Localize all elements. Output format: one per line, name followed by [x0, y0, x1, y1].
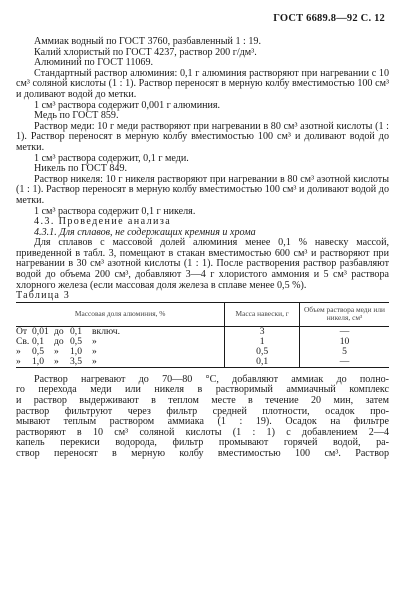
reagent-copper: Медь по ГОСТ 859.: [34, 110, 119, 122]
text-line: Раствор нагревают до 70—80 °C, добавляют аммиак до полно-: [34, 373, 389, 385]
reagent-aluminium: Алюминий по ГОСТ 11069.: [34, 57, 154, 69]
aluminium-concentration: 1 см³ раствора содержит 0,001 г алюминия.: [34, 99, 221, 111]
header-aluminium-fraction: Массовая доля алюминия, %: [16, 302, 225, 326]
aluminium-standard-solution: Стандартный раствор алюминия: 0,1 г алюминия растворяют при нагревании с 10 см³ соляной кислоты (1 : 1). Раствор переносят в мерную колбу вместимостью 100 см³ и доливают водой до метки.: [16, 67, 389, 100]
volume-cell: 10: [339, 335, 350, 347]
range-cell: Св. 0,1 до 0,5 »: [16, 337, 225, 347]
text-line: створ переносят в мерную колбу вместимостью 100 см³. Раствор: [16, 448, 389, 459]
text-line: мывают теплым раствором аммиака (1 : 19). Осадок на фильтре: [16, 416, 389, 428]
text-line: растворяют в 10 см³ соляной кислоты (1 : 1) с добавлением 2—4: [16, 426, 389, 438]
text-line: го перехода меди или никеля в растворимый аммиачный комплекс: [16, 384, 389, 396]
copper-solution: Раствор меди: 10 г меди растворяют при нагревании в 80 см³ азотной кислоты (1 : 1). Раствор переносят в мерную колбу вместимостью 100 см³ и доливают водой до метки.: [16, 120, 389, 153]
volume-cell: —: [339, 355, 350, 367]
section-title: 4.3. Проведение анализа: [34, 216, 172, 228]
table-3: [16, 302, 389, 368]
range-cell: » 1,0 » 3,5 »: [16, 357, 225, 368]
mass-cell: 0,5: [225, 347, 300, 357]
mass-cell: 1: [225, 337, 300, 347]
nickel-solution: Раствор никеля: 10 г никеля растворяют при нагревании в 80 см³ азотной кислоты (1 : 1). Раствор переносят в мерную колбу вместимостью 100 см³ и доливают водой до метки.: [16, 173, 389, 206]
reagent-nickel: Никель по ГОСТ 849.: [34, 163, 128, 175]
subsection-title: 4.3.1. Для сплавов, не содержащих кремния и хрома: [34, 226, 256, 238]
reagent-ammonia: Аммиак водный по ГОСТ 3760, разбавленный 1 : 19.: [34, 36, 262, 47]
text-line: и раствор выдерживают в теплом месте в течение 20 мин, затем: [16, 395, 389, 407]
table-header-row: [16, 302, 389, 326]
header-sample-mass: Масса навески, г: [225, 302, 300, 326]
table-caption: Таблица 3: [16, 290, 70, 302]
copper-concentration: 1 см³ раствора содержит, 0,1 г меди.: [34, 152, 189, 164]
header-solution-volume: Объем раствора меди или никеля, см³: [299, 302, 389, 326]
range-cell: От 0,01 до 0,1 включ.: [16, 326, 225, 337]
reagent-potassium-chloride: Калий хлористый по ГОСТ 4237, раствор 200 г/дм³.: [34, 46, 257, 58]
range-cell: » 0,5 » 1,0 »: [16, 347, 225, 357]
page-header: ГОСТ 6689.8—92 С. 12: [273, 13, 385, 24]
mass-cell: 0,1: [225, 357, 300, 368]
page-content: [16, 37, 389, 460]
table-row: [16, 357, 389, 368]
nickel-concentration: 1 см³ раствора содержит 0,1 г никеля.: [34, 205, 196, 217]
text-line: раствор фильтруют через фильтр средней плотности, осадок про-: [16, 405, 389, 417]
volume-cell: —: [339, 325, 350, 337]
volume-cell: 5: [342, 345, 347, 357]
procedure-paragraph: Для сплавов с массовой долей алюминия менее 0,1 % навеску массой, приведенной в табл. 3, помещают в стакан вместимостью 600 см³ и растворяют при нагревании в 30 см³ азотной кислоты (1 : 1). После растворения раствор разбавляют водой до объема 200 см³, добавляют 3—4 г хлористого аммония и 5 см³ раствора хлорного железа (если массовая доля железа в сплаве менее 0,5 %).: [16, 237, 389, 291]
heating-procedure-paragraph: [16, 375, 389, 460]
text-line: капель перекиси водорода, фильтр промывают горячей водой, ра-: [16, 437, 389, 449]
mass-cell: 3: [225, 326, 300, 337]
